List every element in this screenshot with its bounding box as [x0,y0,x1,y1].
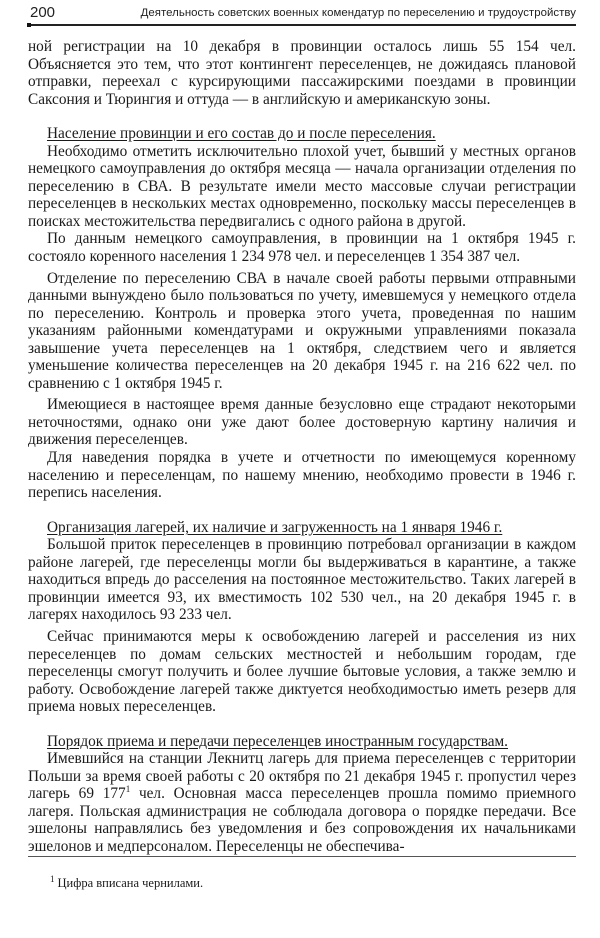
paragraph: Для наведения порядка в учете и отчетности по имеющемуся коренному населению и переселенцам, по нашему мнению, необходимо провести в 1946 г. перепись населения. [28,449,576,502]
paragraph: Необходимо отметить исключительно плохой учет, бывший у местных органов немецкого самоуправления до октября месяца — начала организации отделения по переселению в СВА. В результате имели место массовые случаи регистрации переселенцев в нескольких местах одновременно, поскольку массы переселенцев в поисках местожительства передвигались с одного района в другой. [28,142,576,230]
paragraph: Большой приток переселенцев в провинцию потребовал организации в каждом районе лагерей, где переселенцы могли бы выдерживаться в карантине, а также находиться впредь до расселения на постоянное местожительство. Таких лагерей в провинции имеется 93, их вместимость 102 530 чел., на 20 декабря 1945 г. в лагерях находилось 93 233 чел. [28,536,576,624]
running-title: Деятельность советских военных комендатур по переселению и трудоустройству [140,7,576,19]
paragraph [28,750,576,855]
paragraph: По данным немецкого самоуправления, в провинции на 1 октября 1945 г. состояло коренного населения 1 234 978 чел. и переселенцев 1 354 387 чел. [28,230,576,266]
paragraph-continued: ной регистрации на 10 декабря в провинции осталось лишь 55 154 чел. Объясняется это тем, что этот контингент переселенцев, не дожидаясь плановой отправки, переехал с курсирующими пассажирскими поездами в провинции Саксония и Тюрингия и оттуда — в английскую и американскую зоны. [28,38,576,108]
paragraph: Имеющиеся в настоящее время данные безусловно еще страдают некоторыми неточностями, однако они уже дают более достоверную картину наличия и движения переселенцев. [28,396,576,449]
footnote-marker: 1 [50,874,55,884]
footnote-text: Цифра вписана чернилами. [57,876,204,890]
paragraph-text: Имевшийся на станции Лекнитц лагерь для приема переселенцев с территории Польши за время своей работы с 20 октября по 21 декабря 1945 г. пропустил через лагерь 69 177 [28,750,576,803]
body-text [28,38,576,856]
section-heading-transfer: Порядок приема и передачи переселенцев иностранным государствам. [47,732,509,750]
paragraph: Отделение по переселению СВА в начале своей работы первыми отправными данными вынуждено было пользоваться по учету, имевшемуся у немецкого отдела по переселению. Контроль и проверка этого учета, проведенная по нашим указаниям районными комендатурами и окружными управлениями показала завышение учета переселенцев на 1 октября, следствием чего и является уменьшение количества переселенцев на 20 декабря 1945 г. на 216 622 чел. по сравнению с 1 октября 1945 г. [28,269,576,392]
footnote-ref[interactable]: 1 [125,784,131,795]
header-rule-mark [27,23,31,27]
footnote [50,876,203,891]
page-number: 200 [30,4,56,21]
section-heading-camps: Организация лагерей, их наличие и загруженность на 1 января 1946 г. [47,518,503,536]
footnote-divider [28,856,576,857]
section-heading-population: Население провинции и его состав до и после переселения. [47,125,436,143]
paragraph-text: чел. Основная масса переселенцев прошла помимо приемного лагеря. Польская администрация не соблюдала договора о порядке передачи. Все эшелоны направлялись без уведомления и без сопровождения их начальниками эшелонов и медперсоналом. Переселенцы не обеспечива- [28,785,576,855]
paragraph: Сейчас принимаются меры к освобождению лагерей и расселения из них переселенцев по домам сельских местностей и небольшим городам, где переселенцы смогут получить и более лучшие бытовые условия, а также землю и работу. Освобождение лагерей также диктуется необходимостью иметь резерв для приема новых переселенцев. [28,627,576,716]
page-header [28,4,576,26]
